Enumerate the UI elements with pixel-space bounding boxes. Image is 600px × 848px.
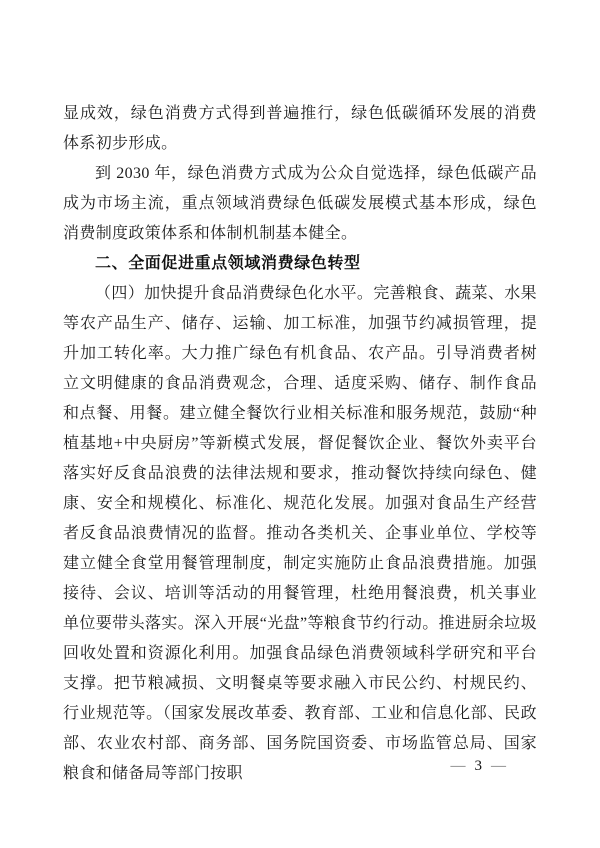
paragraph-lead-kai: （四）加快提升食品消费绿色化水平。 [95, 285, 374, 302]
section-heading: 二、全面促进重点领域消费绿色转型 [95, 255, 361, 272]
paragraph-2030-goal: 到 2030 年，绿色消费方式成为公众自觉选择，绿色低碳产品成为市场主流，重点领域消费绿色低碳发展模式基本形成，绿色消费制度政策体系和体制机制基本健全。 [63, 165, 537, 242]
paragraph-body-text: 完善粮食、蔬菜、水果等农产品生产、储存、运输、加工标准，加强节约减损管理，提升加工转化率。大力推广绿色有机食品、农产品。引导消费者树立文明健康的食品消费观念，合理、适度采购、储存、制作食品和点餐、用餐。建立健全餐饮行业相关标准和服务规范，鼓励“种植基地+中央厨房”等新模式发展，督促餐饮企业、餐饮外卖平台落实好反食品浪费的法律法规和要求，推动餐饮持续向绿色、健康、安全和规模化、标准化、规范化发展。加强对食品生产经营者反食品浪费情况的监督。推动各类机关、企事业单位、学校等建立健全食堂用餐管理制度，制定实施防止食品浪费措施。加强接待、会议、培训等活动的用餐管理，杜绝用餐浪费，机关事业单位要带头落实。深入开展“光盘”等粮食节约行动。推进厨余垃圾回收处置和资源化利用。加强食品绿色消费领域科学研究和平台支撑。把节粮减损、文明餐桌等要求融入市民公约、村规民约、行业规范等。 [63, 285, 537, 722]
document-body [63, 99, 537, 789]
paragraph-continuation: 显成效，绿色消费方式得到普遍推行，绿色低碳循环发展的消费体系初步形成。 [63, 105, 537, 152]
page-footer [447, 756, 513, 776]
page-number: 3 [474, 758, 484, 774]
paragraph-food-consumption [63, 279, 537, 789]
paragraph-attribution-kai: （国家发展改革委、教育部、工业和信息化部、民政部、农业农村部、商务部、国务院国资委、市场监管总局、国家粮食和储备局等部门按职 [63, 705, 537, 782]
footer-dash-left: — [450, 758, 468, 774]
footer-dash-right: — [491, 758, 508, 774]
